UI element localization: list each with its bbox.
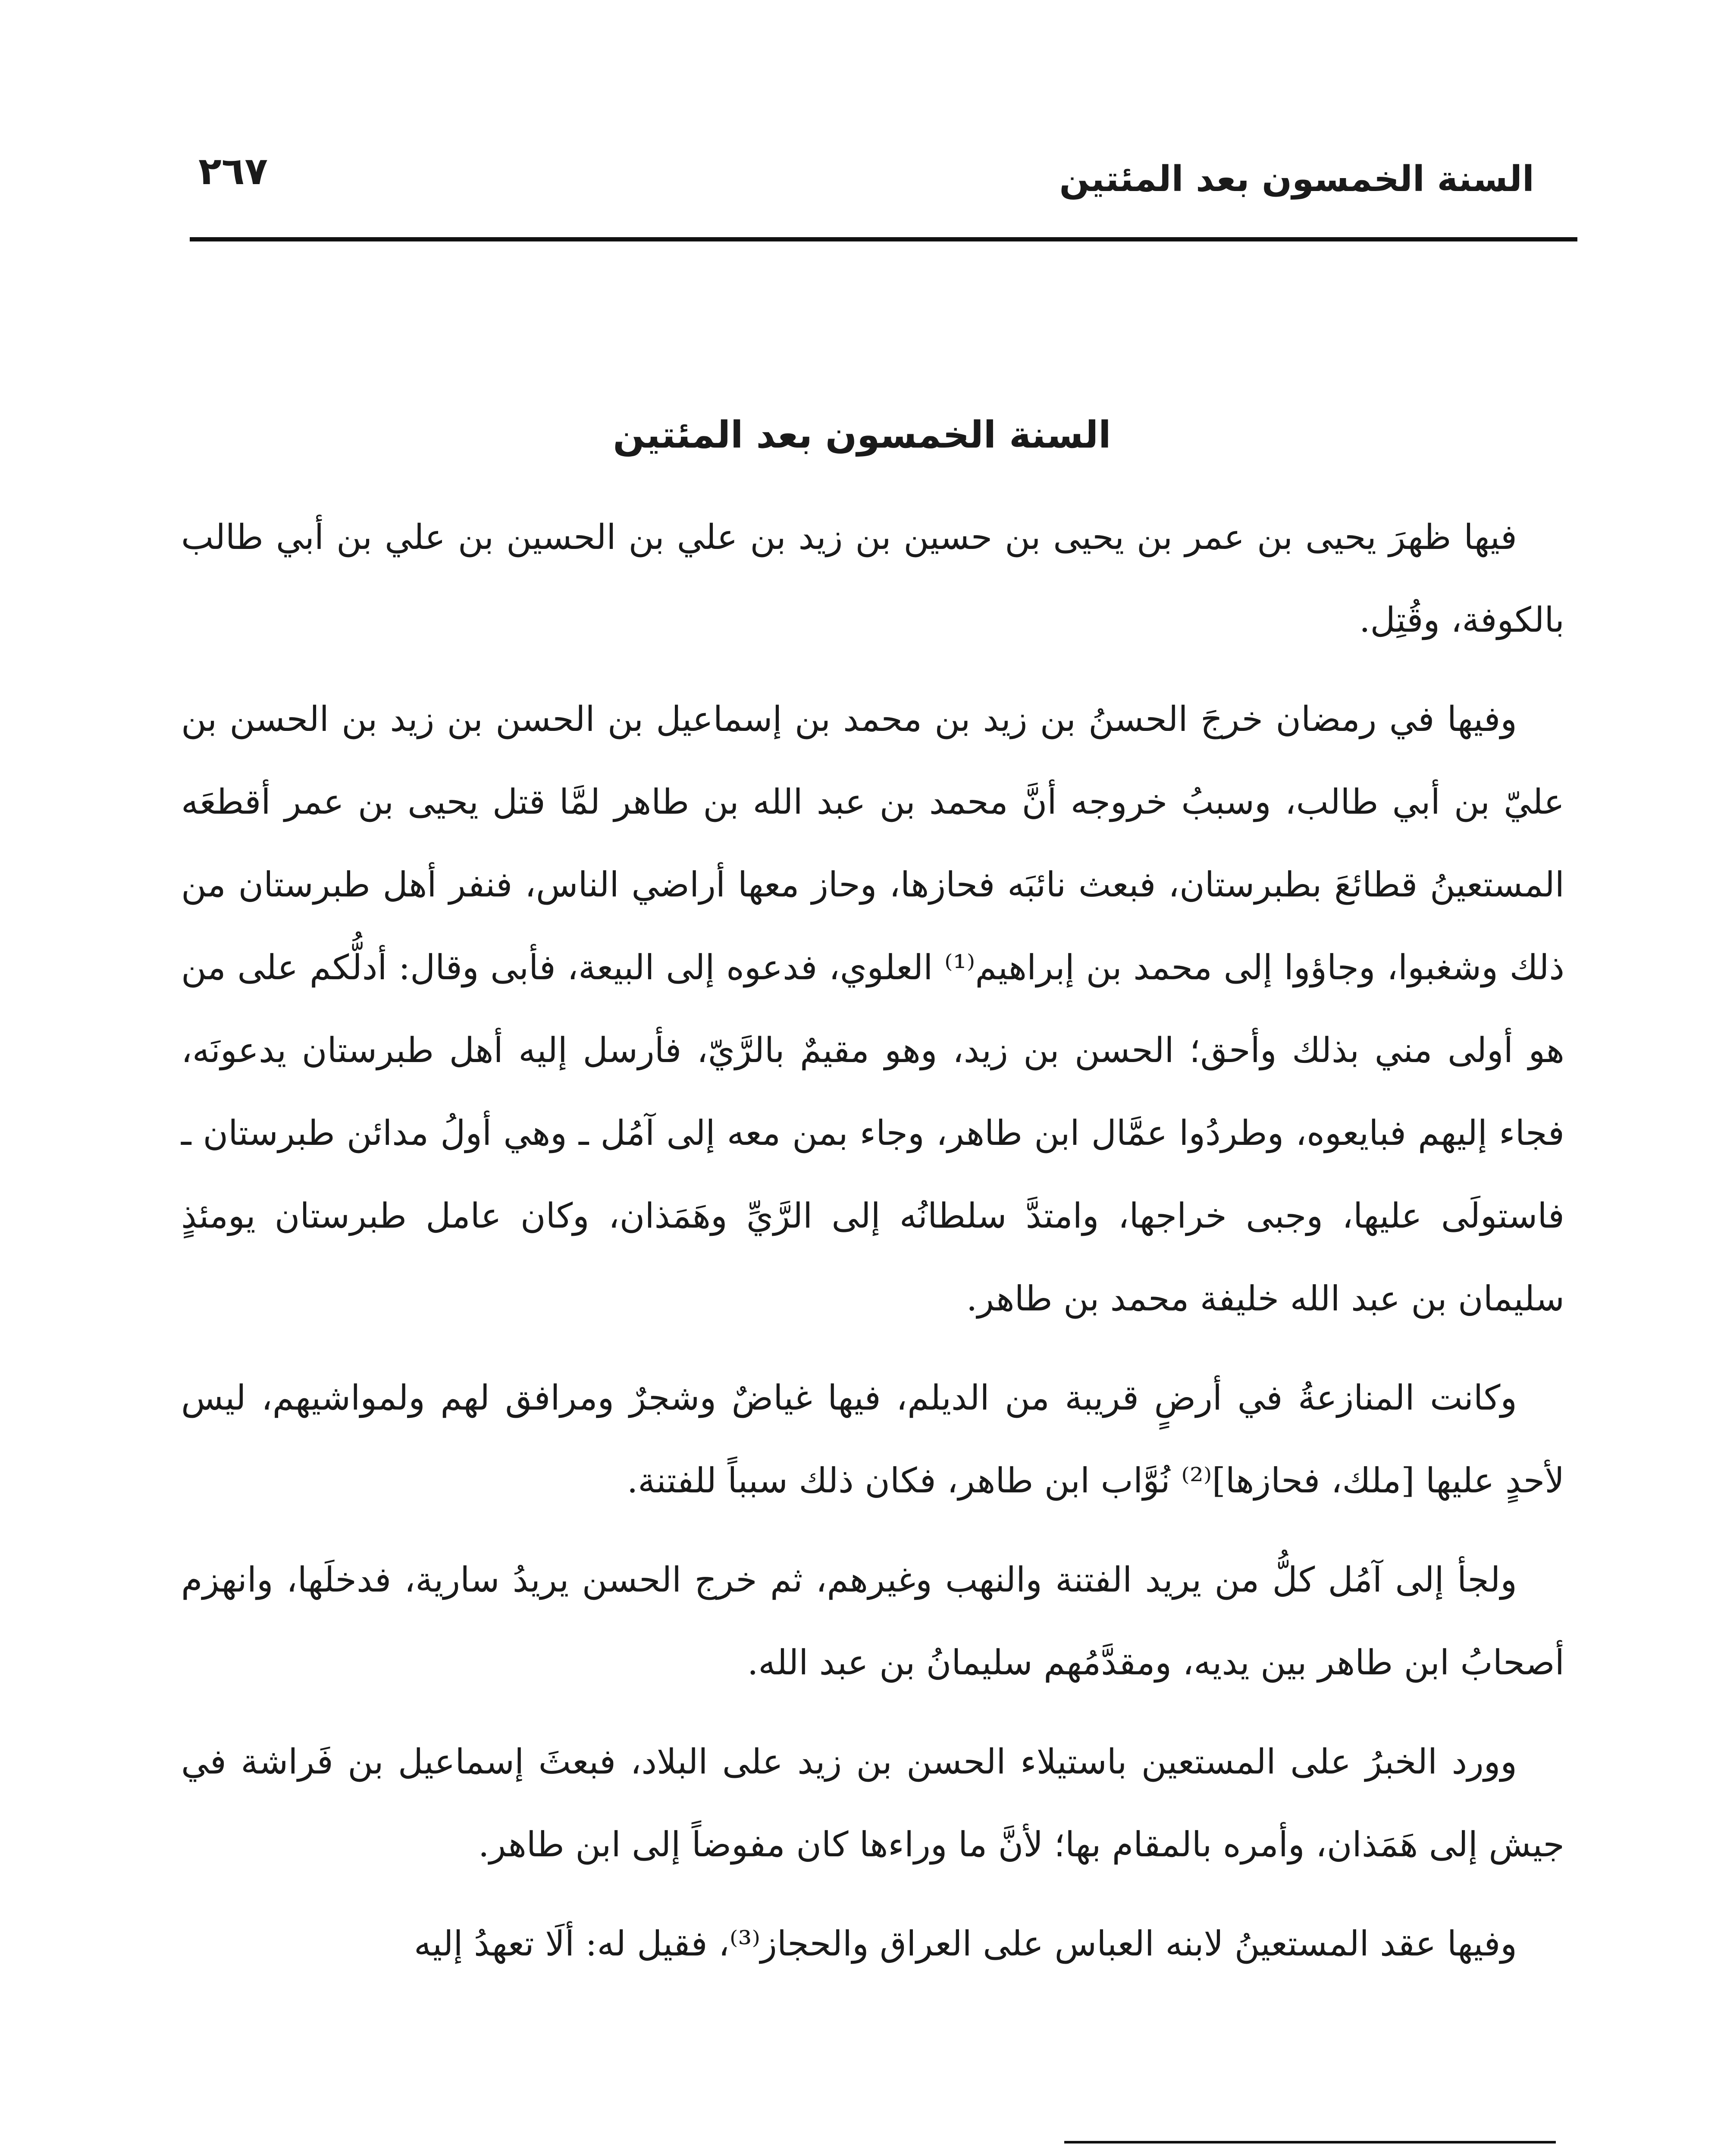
paragraph: وفيها في رمضان خرجَ الحسنُ بن زيد بن محمد بن إسماعيل بن الحسن بن زيد بن الحسن بن عليّ بن أبي طالب، وسببُ خروجه أنَّ محمد بن عبد الله بن طاهر لمَّا قتل يحيى بن عمر أقطعَه المستعينُ قطائعَ بطبرستان، فبعث نائبَه فحازها، وحاز معها أراضي الناس، فنفر أهل طبرستان من ذلك وشغبوا، وجاؤوا إلى محمد بن إبراهيم⁽¹⁾ العلوي، فدعوه إلى البيعة، فأبى وقال: أدلُّكم على من هو أولى مني بذلك وأحق؛ الحسن بن زيد، وهو مقيمٌ بالرَّيّ، فأرسل إليه أهل طبرستان يدعونَه، فجاء إليهم فبايعوه، وطردُوا عمَّال ابن طاهر، وجاء بمن معه إلى آمُل ـ وهي أولُ مدائن طبرستان ـ فاستولَى عليها، وجبى خراجها، وامتدَّ سلطانُه إلى الرَّيِّ وهَمَذان، وكان عامل طبرستان يومئذٍ سليمان بن عبد الله خليفة محمد بن طاهر. bbox=[181, 699, 1565, 1319]
paragraph: ولجأ إلى آمُل كلُّ من يريد الفتنة والنهب وغيرهم، ثم خرج الحسن يريدُ سارية، فدخلَها، وانهزم أصحابُ ابن طاهر بين يديه، ومقدَّمُهم سليمانُ بن عبد الله. bbox=[181, 1560, 1564, 1683]
main-text bbox=[181, 496, 1564, 2002]
running-header-title: السنة الخمسون بعد المئتين bbox=[1059, 159, 1534, 200]
chapter-title: السنة الخمسون بعد المئتين bbox=[613, 413, 1111, 457]
page-number: ٢٦٧ bbox=[198, 149, 268, 193]
running-header bbox=[190, 144, 1534, 218]
paragraph: فيها ظهرَ يحيى بن عمر بن يحيى بن حسين بن زيد بن علي بن الحسين بن علي بن أبي طالب بالكوفة، وقُتِل. bbox=[181, 517, 1564, 640]
header-divider bbox=[190, 237, 1577, 241]
paragraph: وكانت المنازعةُ في أرضٍ قريبة من الديلم، فيها غياضٌ وشجرٌ ومرافق لهم ولمواشيهم، ليس لأحدٍ عليها [ملك، فحازها]⁽²⁾ نُوَّاب ابن طاهر، فكان ذلك سبباً للفتنة. bbox=[181, 1378, 1564, 1501]
paragraph: وفيها عقد المستعينُ لابنه العباس على العراق والحجاز⁽³⁾، فقيل له: ألَا تعهدُ إليه bbox=[414, 1924, 1517, 1964]
footnote-divider bbox=[1064, 2141, 1556, 2143]
paragraph: وورد الخبرُ على المستعين باستيلاء الحسن بن زيد على البلاد، فبعثَ إسماعيل بن فَراشة في جيش إلى هَمَذان، وأمره بالمقام بها؛ لأنَّ ما وراءها كان مفوضاً إلى ابن طاهر. bbox=[181, 1742, 1564, 1865]
